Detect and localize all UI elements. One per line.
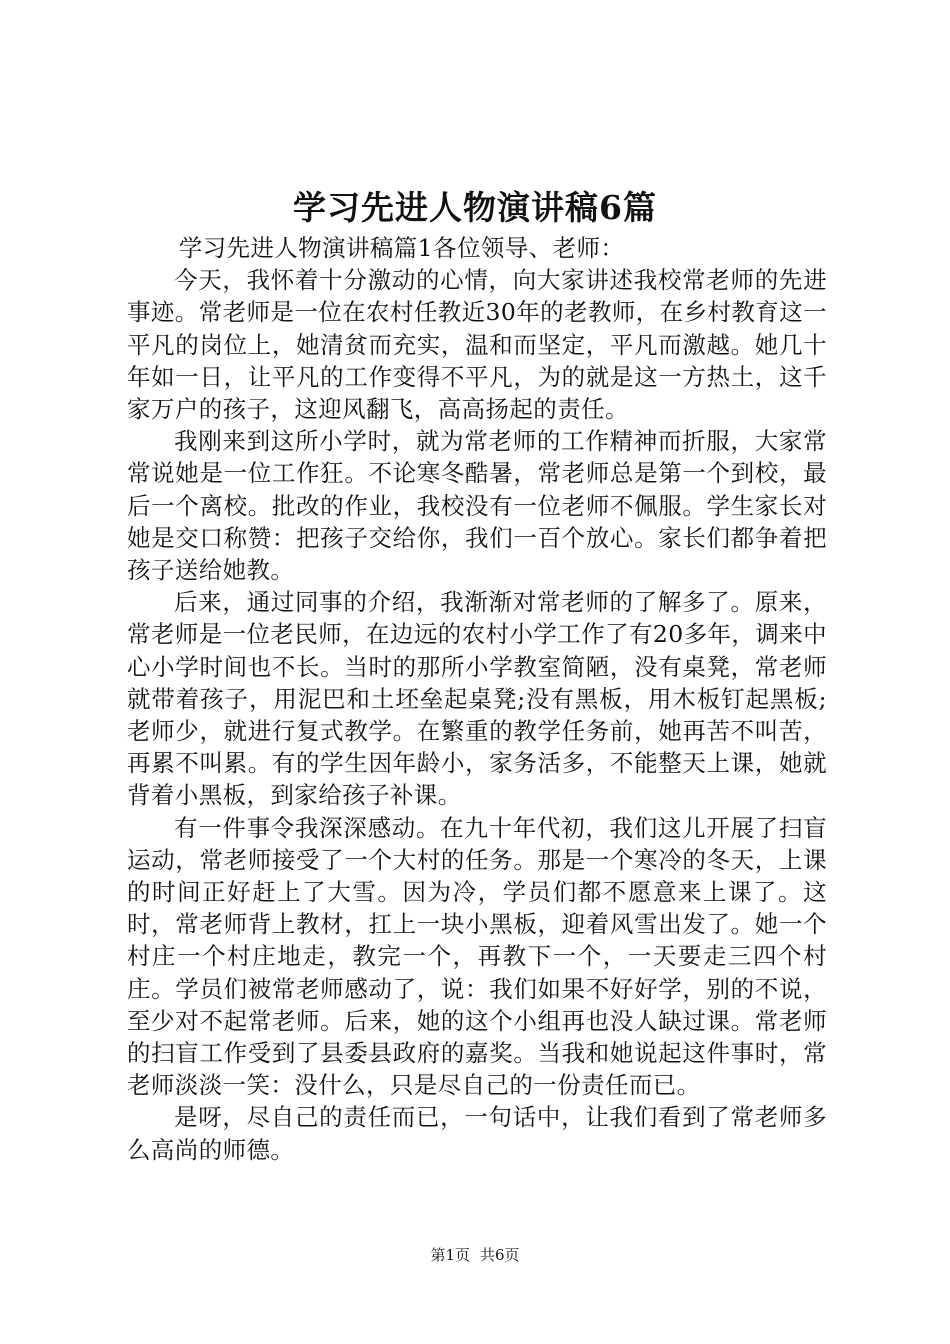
page-total: 共6页 <box>480 1246 520 1264</box>
paragraph-3: 后来，通过同事的介绍，我渐渐对常老师的了解多了。原来，常老师是一位老民师，在边远的农村小学工作了有20多年，调来中心小学时间也不长。当时的那所小学教室简陋，没有桌凳，常老师就带着孩子，用泥巴和土坯垒起桌凳;没有黑板，用木板钉起黑板;老师少，就进行复式教学。在繁重的教学任务前，她再苦不叫苦，再累不叫累。有的学生因年龄小，家务活多，不能整天上课，她就背着小黑板，到家给孩子补课。 <box>127 588 827 810</box>
page-number: 第1页 <box>430 1246 470 1264</box>
paragraph-4: 有一件事令我深深感动。在九十年代初，我们这儿开展了扫盲运动，常老师接受了一个大村的任务。那是一个寒冷的冬天，上课的时间正好赶上了大雪。因为冷，学员们都不愿意来上课了。这时，常老师背上教材，扛上一块小黑板，迎着风雪出发了。她一个村庄一个村庄地走，教完一个，再教下一个，一天要走三四个村庄。学员们被常老师感动了，说：我们如果不好好学，别的不说，至少对不起常老师。后来，她的这个小组再也没人缺过课。常老师的扫盲工作受到了县委县政府的嘉奖。当我和她说起这件事时，常老师淡淡一笑：没什么，只是尽自己的一份责任而已。 <box>127 813 827 1100</box>
document-title: 学习先进人物演讲稿6篇 <box>293 188 657 227</box>
paragraph-5: 是呀，尽自己的责任而已，一句话中，让我们看到了常老师多么高尚的师德。 <box>127 1103 827 1164</box>
paragraph-1: 今天，我怀着十分激动的心情，向大家讲述我校常老师的先进事迹。常老师是一位在农村任教近30年的老教师，在乡村教育这一平凡的岗位上，她清贫而充实，温和而坚定，平凡而激越。她几十年如一日，让平凡的工作变得不平凡，为的就是这一方热土，这千家万户的孩子，这迎风翻飞，高高扬起的责任。 <box>127 266 827 424</box>
paragraph-2: 我刚来到这所小学时，就为常老师的工作精神而折服，大家常常说她是一位工作狂。不论寒冬酷暑，常老师总是第一个到校，最后一个离校。批改的作业，我校没有一位老师不佩服。学生家长对她是交口称赞：把孩子交给你，我们一百个放心。家长们都争着把孩子送给她教。 <box>127 427 827 585</box>
document-body <box>127 232 827 1166</box>
paragraph-salutation: 学习先进人物演讲稿篇1各位领导、老师： <box>178 234 625 262</box>
page-footer <box>0 1245 950 1265</box>
